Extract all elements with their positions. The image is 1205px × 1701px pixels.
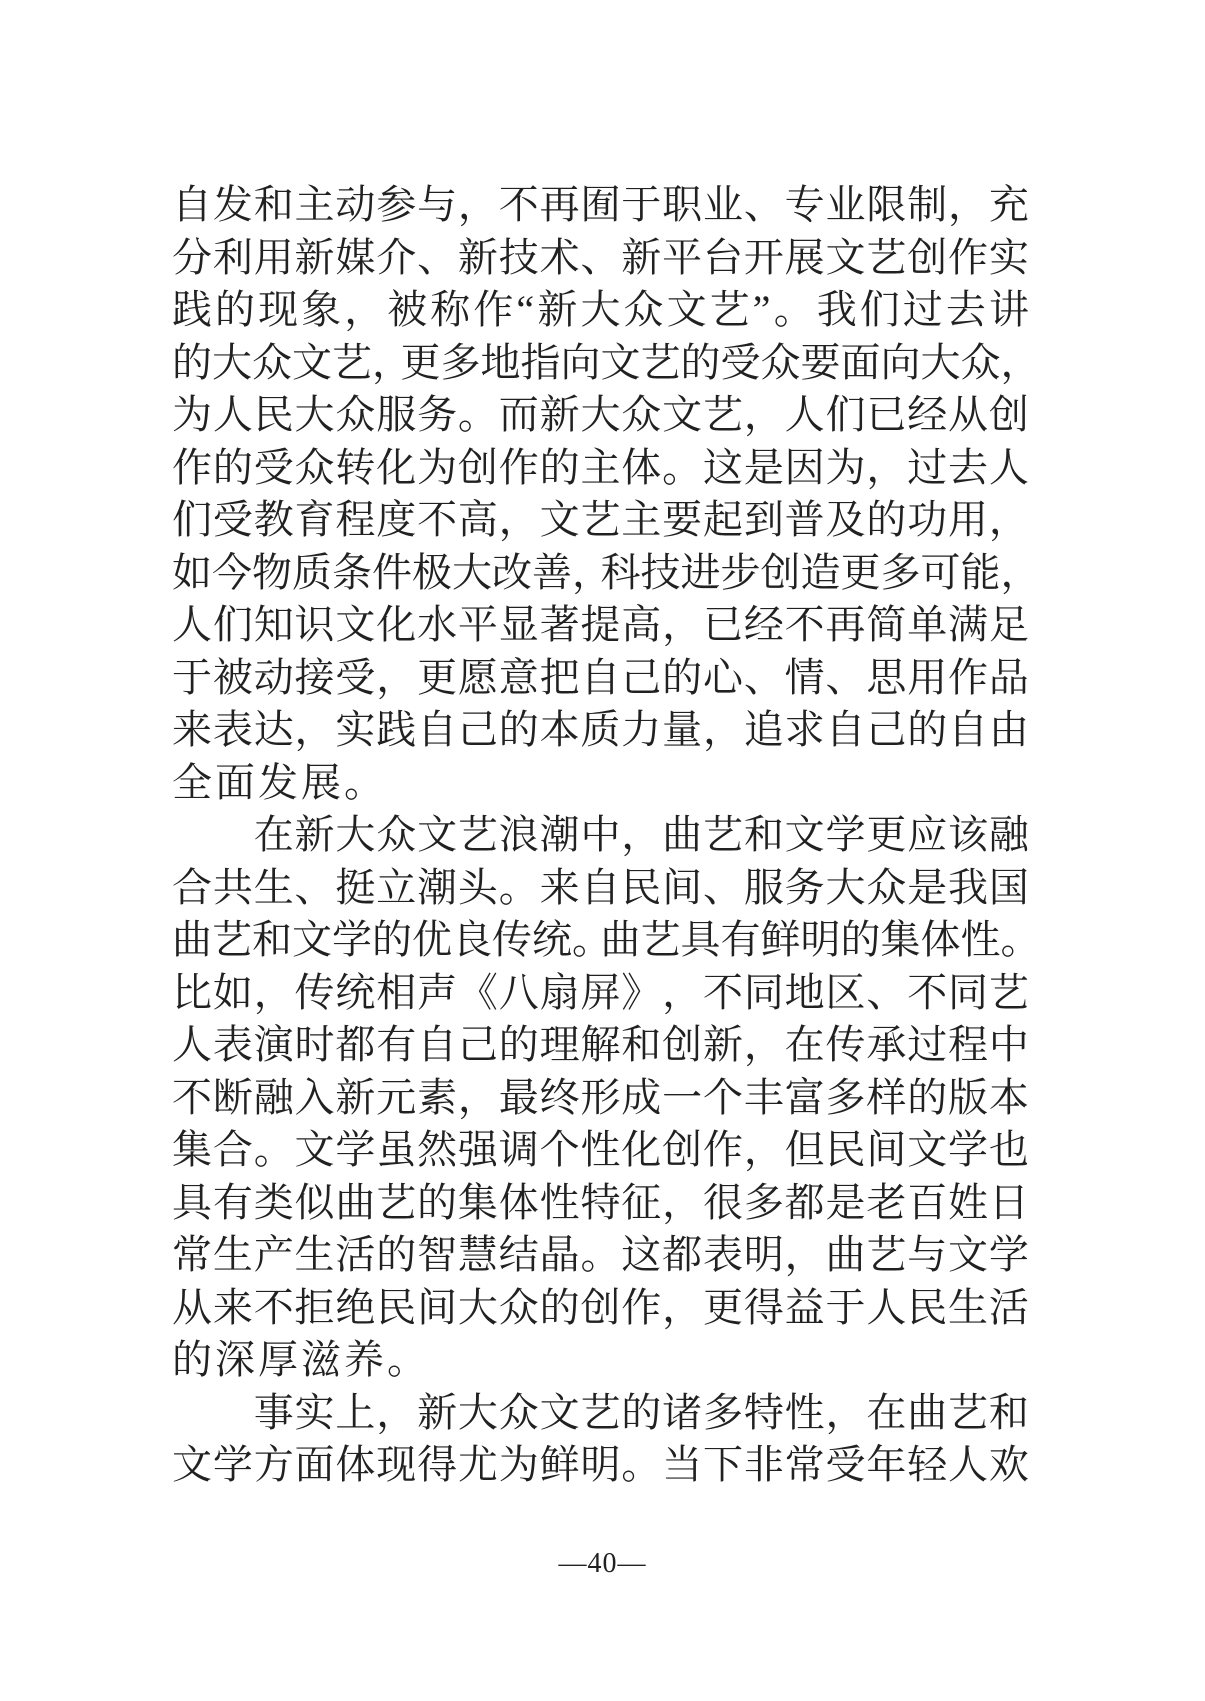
text-line: 如 今 物 质 条 件 极 大 改 善 ， 科 技 进 步 创 造 更 多 可 能 ， — [172, 549, 1041, 595]
text-line: 人 们 知 识 文 化 水 平 显 著 提 高 ， 已 经 不 再 简 单 满 足 — [172, 602, 1029, 648]
text-line: 的 深 厚 滋 养 。 — [172, 1337, 427, 1383]
text-line: 作 的 受 众 转 化 为 创 作 的 主 体 。 这 是 因 为 ， 过 去 人 — [172, 444, 1029, 490]
text-line: 们 受 教 育 程 度 不 高 ， 文 艺 主 要 起 到 普 及 的 功 用 ， — [172, 497, 1029, 543]
text-line: 曲 艺 和 文 学 的 优 良 传 统 。 曲 艺 具 有 鲜 明 的 集 体 性 。 — [172, 917, 1041, 963]
text-line: 在 新 大 众 文 艺 浪 潮 中 ， 曲 艺 和 文 学 更 应 该 融 — [253, 812, 1029, 858]
text-line: 事 实 上 ， 新 大 众 文 艺 的 诸 多 特 性 ， 在 曲 艺 和 — [253, 1389, 1029, 1435]
text-line: 分 利 用 新 媒 介 、 新 技 术 、 新 平 台 开 展 文 艺 创 作 实 — [172, 234, 1029, 280]
text-line: 比 如 ， 传 统 相 声 《 八 扇 屏 》 ， 不 同 地 区 、 不 同 艺 — [172, 969, 1029, 1015]
text-line: 不 断 融 入 新 元 素 ， 最 终 形 成 一 个 丰 富 多 样 的 版 本 — [172, 1074, 1029, 1120]
text-line: 于 被 动 接 受 ， 更 愿 意 把 自 己 的 心 、 情 、 思 用 作 品 — [172, 654, 1029, 700]
text-line: 集 合 。 文 学 虽 然 强 调 个 性 化 创 作 ， 但 民 间 文 学 也 — [172, 1127, 1029, 1173]
text-line: 的 大 众 文 艺 ， 更 多 地 指 向 文 艺 的 受 众 要 面 向 大 众 ， — [172, 339, 1041, 385]
text-line: 为 人 民 大 众 服 务 。 而 新 大 众 文 艺 ， 人 们 已 经 从 创 — [172, 392, 1029, 438]
text-line: 从 来 不 拒 绝 民 间 大 众 的 创 作 ， 更 得 益 于 人 民 生 活 — [172, 1284, 1029, 1330]
text-line: 文 学 方 面 体 现 得 尤 为 鲜 明 。 当 下 非 常 受 年 轻 人 欢 — [172, 1442, 1029, 1488]
text-line: 全 面 发 展 。 — [172, 759, 384, 805]
text-line: 来 表 达 ， 实 践 自 己 的 本 质 力 量 ， 追 求 自 己 的 自 由 — [172, 707, 1029, 753]
text-line: 合 共 生 、 挺 立 潮 头 。 来 自 民 间 、 服 务 大 众 是 我 国 — [172, 864, 1029, 910]
body-text — [172, 179, 1041, 1492]
text-line: 人 表 演 时 都 有 自 己 的 理 解 和 创 新 ， 在 传 承 过 程 中 — [172, 1022, 1029, 1068]
text-line: 具 有 类 似 曲 艺 的 集 体 性 特 征 ， 很 多 都 是 老 百 姓 日 — [172, 1179, 1029, 1225]
text-line: 践 的 现 象 ， 被 称 作 “ 新 大 众 文 艺 ” 。 我 们 过 去 讲 — [172, 287, 1029, 333]
text-line: 自 发 和 主 动 参 与 ， 不 再 囿 于 职 业 、 专 业 限 制 ， 充 — [172, 182, 1029, 228]
text-line: 常 生 产 生 活 的 智 慧 结 晶 。 这 都 表 明 ， 曲 艺 与 文 学 — [172, 1232, 1029, 1278]
page-number: —40— — [558, 1548, 647, 1579]
